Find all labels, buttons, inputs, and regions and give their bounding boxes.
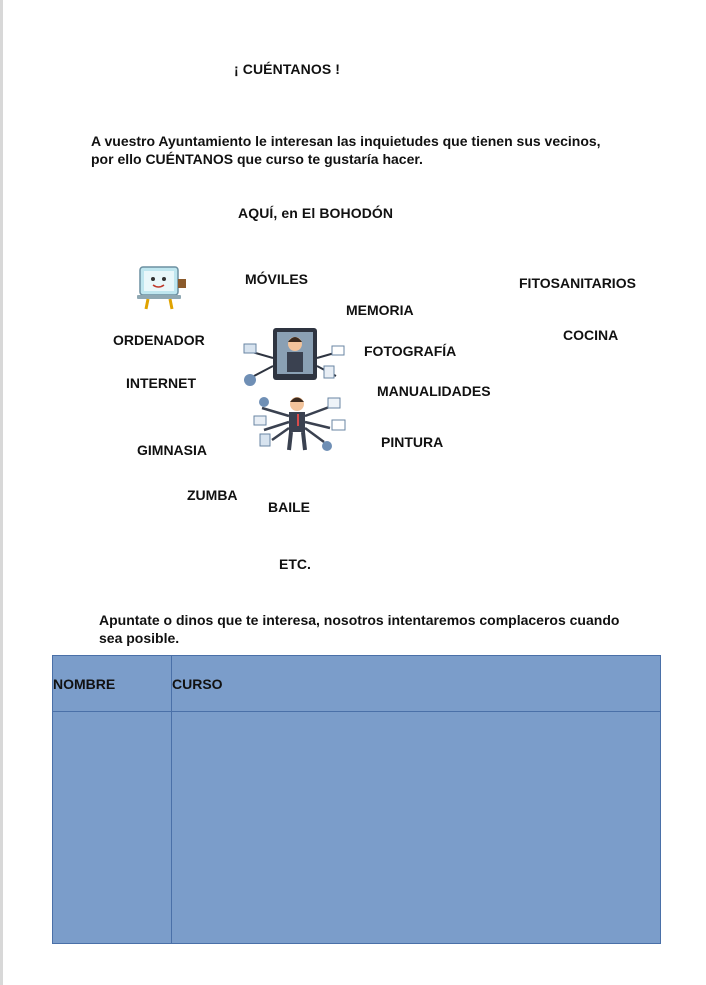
page-title: ¡ CUÉNTANOS !	[234, 61, 341, 77]
course-gimnasia: GIMNASIA	[137, 442, 207, 458]
course-cocina: COCINA	[563, 327, 619, 343]
table-header-row	[53, 656, 661, 712]
course-fitosanitarios: FITOSANITARIOS	[519, 275, 636, 291]
course-memoria: MEMORIA	[346, 302, 414, 318]
course-cell[interactable]	[172, 712, 661, 944]
signup-line-2: sea posible.	[99, 630, 180, 646]
name-cell[interactable]	[53, 712, 172, 944]
businessman-multitasking-icon	[232, 318, 362, 458]
signup-line-1: Apuntate o dinos que te interesa, nosotros intentaremos complaceros cuando	[99, 612, 620, 628]
course-moviles: MÓVILES	[245, 271, 309, 287]
page-edge	[0, 0, 3, 985]
table-row	[53, 712, 661, 944]
course-internet: INTERNET	[126, 375, 196, 391]
course-ordenador: ORDENADOR	[113, 332, 205, 348]
intro-line-1: A vuestro Ayuntamiento le interesan las inquietudes que tienen sus vecinos,	[91, 133, 601, 149]
column-header-curso: CURSO	[172, 656, 661, 712]
intro-line-2: por ello CUÉNTANOS que curso te gustaría hacer.	[91, 151, 423, 167]
course-etc: ETC.	[279, 556, 311, 572]
location-heading: AQUÍ, en El BOHODÓN	[238, 205, 394, 221]
signup-paragraph	[99, 611, 619, 647]
course-fotografia: FOTOGRAFÍA	[364, 343, 457, 359]
course-manualidades: MANUALIDADES	[377, 383, 491, 399]
column-header-nombre: NOMBRE	[53, 656, 172, 712]
course-baile: BAILE	[268, 499, 310, 515]
course-pintura: PINTURA	[381, 434, 444, 450]
intro-paragraph	[91, 132, 601, 168]
laptop-character-icon	[132, 263, 192, 313]
signup-table	[52, 655, 661, 944]
course-zumba: ZUMBA	[187, 487, 238, 503]
